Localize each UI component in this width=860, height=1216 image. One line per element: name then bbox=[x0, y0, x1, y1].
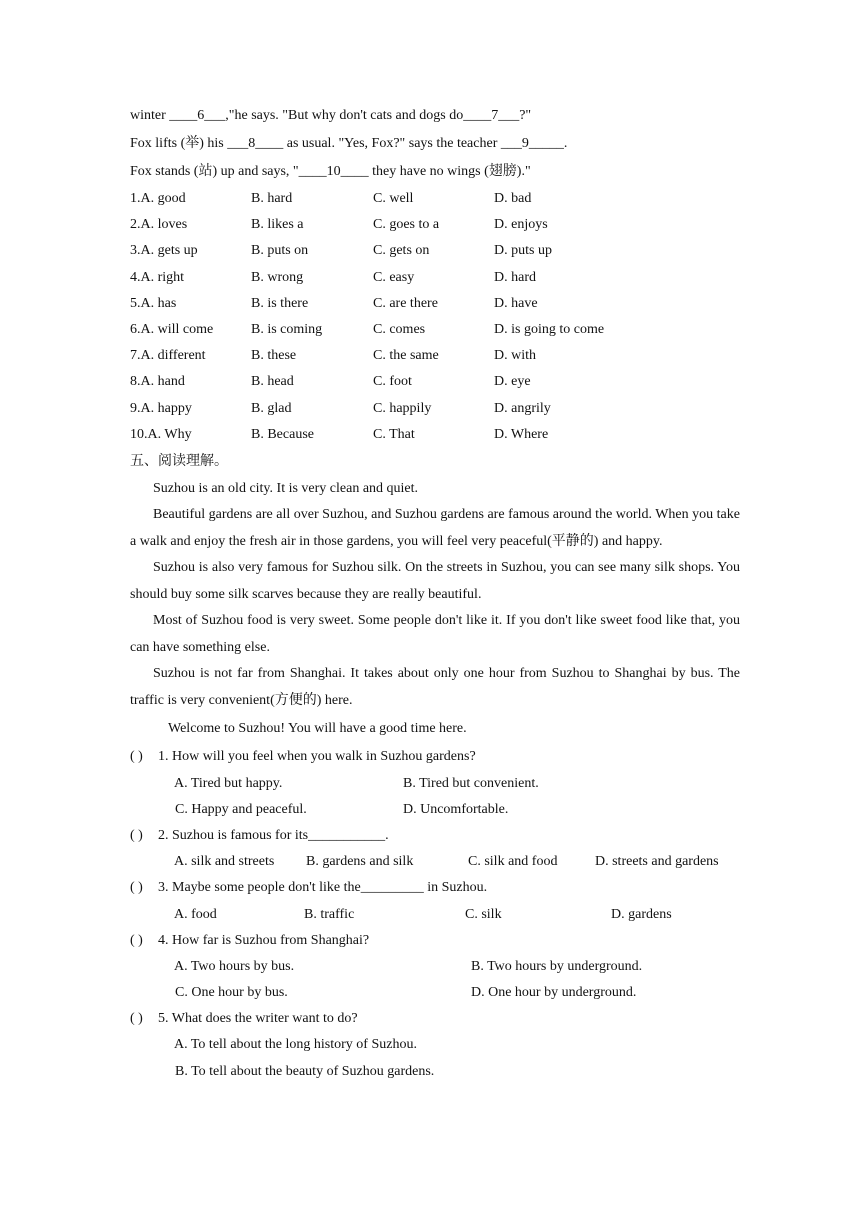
option-c: C. happily bbox=[373, 400, 432, 416]
option-a: 2.A. loves bbox=[130, 217, 188, 233]
cloze-option-row bbox=[130, 265, 740, 291]
option-c: C. foot bbox=[373, 374, 412, 390]
option-c: C. That bbox=[373, 426, 415, 442]
option-a: 3.A. gets up bbox=[130, 243, 198, 259]
option-b: B. gardens and silk bbox=[306, 854, 414, 870]
answer-blank[interactable]: ( ) bbox=[130, 1011, 143, 1027]
question-options bbox=[130, 771, 740, 797]
option-d: D. eye bbox=[494, 374, 531, 390]
option-a: 5.A. has bbox=[130, 295, 177, 311]
option-b: B. is there bbox=[251, 295, 309, 311]
option-b: B. traffic bbox=[304, 906, 355, 922]
option-a: 9.A. happy bbox=[130, 400, 192, 416]
option-d: D. enjoys bbox=[494, 217, 548, 233]
cloze-option-row bbox=[130, 369, 740, 395]
option-d: D. have bbox=[494, 295, 538, 311]
option-d: D. bad bbox=[494, 191, 532, 206]
question-text: 3. Maybe some people don't like the_________ in Suzhou. bbox=[158, 880, 488, 896]
cloze-option-row bbox=[130, 317, 740, 343]
option-d: D. gardens bbox=[611, 906, 672, 922]
question-text: 1. How will you feel when you walk in Suzhou gardens? bbox=[158, 749, 476, 765]
option-c: C. goes to a bbox=[373, 217, 440, 233]
question-1 bbox=[130, 744, 740, 770]
question-options bbox=[130, 849, 740, 875]
option-a: 7.A. different bbox=[130, 348, 206, 364]
question-2 bbox=[130, 823, 740, 849]
cloze-option-row bbox=[130, 238, 740, 264]
answer-blank[interactable]: ( ) bbox=[130, 749, 143, 765]
question-4 bbox=[130, 928, 740, 954]
option-b: B. is coming bbox=[251, 321, 323, 337]
cloze-option-row bbox=[130, 212, 740, 238]
question-options bbox=[130, 1032, 740, 1058]
option-d: D. Uncomfortable. bbox=[403, 801, 509, 817]
cloze-line-1: winter ____6___,"he says. "But why don't cats and dogs do____7___?" bbox=[130, 108, 532, 123]
reading-paragraph: Suzhou is also very famous for Suzhou silk. On the streets in Suzhou, you can see many silk shops. You should buy some silk scarves because they are really beautiful. bbox=[130, 560, 740, 602]
option-c: C. the same bbox=[373, 348, 439, 364]
option-b: B. wrong bbox=[251, 269, 304, 285]
option-d: D. puts up bbox=[494, 243, 552, 259]
option-d: D. with bbox=[494, 348, 536, 364]
reading-paragraph: Most of Suzhou food is very sweet. Some people don't like it. If you don't like sweet food like that, you can have something else. bbox=[130, 613, 740, 655]
cloze-option-row bbox=[130, 396, 740, 422]
option-a: A. Two hours by bus. bbox=[174, 958, 295, 974]
option-b: B. Tired but convenient. bbox=[403, 775, 539, 791]
question-5 bbox=[130, 1006, 740, 1032]
option-b: B. head bbox=[251, 374, 294, 390]
option-b: B. Because bbox=[251, 426, 314, 442]
option-c: C. silk bbox=[465, 906, 502, 922]
reading-paragraph: Suzhou is an old city. It is very clean and quiet. bbox=[153, 480, 419, 496]
option-a: 4.A. right bbox=[130, 269, 185, 285]
option-c: C. easy bbox=[373, 269, 415, 285]
option-b: B. Two hours by underground. bbox=[471, 958, 643, 974]
cloze-option-row bbox=[130, 343, 740, 369]
option-a: 8.A. hand bbox=[130, 374, 185, 390]
option-a: A. food bbox=[174, 906, 217, 922]
question-options bbox=[130, 954, 740, 980]
answer-blank[interactable]: ( ) bbox=[130, 827, 143, 843]
question-text: 5. What does the writer want to do? bbox=[158, 1011, 358, 1027]
option-c: C. silk and food bbox=[468, 854, 558, 870]
option-b: B. glad bbox=[251, 400, 292, 416]
option-d: D. hard bbox=[494, 269, 536, 285]
option-c: C. One hour by bus. bbox=[175, 985, 288, 1001]
option-d: D. is going to come bbox=[494, 321, 605, 337]
option-a: A. To tell about the long history of Suzhou. bbox=[174, 1037, 417, 1053]
cloze-option-row bbox=[130, 186, 740, 212]
option-d: D. angrily bbox=[494, 400, 551, 416]
welcome-line: Welcome to Suzhou! You will have a good time here. bbox=[168, 721, 467, 737]
option-a: 1.A. good bbox=[130, 191, 186, 206]
option-d: D. streets and gardens bbox=[595, 854, 719, 870]
question-text: 4. How far is Suzhou from Shanghai? bbox=[158, 932, 370, 948]
cloze-option-row bbox=[130, 291, 740, 317]
document-page bbox=[130, 102, 740, 1085]
question-options bbox=[130, 797, 740, 823]
answer-blank[interactable]: ( ) bbox=[130, 932, 143, 948]
answer-blank[interactable]: ( ) bbox=[130, 880, 143, 896]
cloze-option-row bbox=[130, 422, 740, 448]
option-b: B. To tell about the beauty of Suzhou gardens. bbox=[175, 1063, 435, 1079]
option-c: C. well bbox=[373, 191, 414, 206]
option-d: D. One hour by underground. bbox=[471, 985, 637, 1001]
option-a: A. silk and streets bbox=[174, 854, 275, 870]
question-options bbox=[130, 980, 740, 1006]
cloze-options-table bbox=[130, 186, 740, 448]
option-c: C. are there bbox=[373, 295, 438, 311]
cloze-line-2: Fox lifts (举) his ___8____ as usual. "Yes, Fox?" says the teacher ___9_____. bbox=[130, 136, 568, 151]
option-c: C. gets on bbox=[373, 243, 430, 259]
option-b: B. these bbox=[251, 348, 297, 364]
option-c: C. Happy and peaceful. bbox=[175, 801, 307, 817]
question-text: 2. Suzhou is famous for its___________. bbox=[158, 827, 389, 843]
question-3 bbox=[130, 875, 740, 901]
option-b: B. puts on bbox=[251, 243, 309, 259]
section-title: 五、阅读理解。 bbox=[130, 453, 228, 469]
cloze-line-3: Fox stands (站) up and says, "____10____ they have no wings (翅膀)." bbox=[130, 164, 531, 179]
option-a: 6.A. will come bbox=[130, 321, 214, 337]
question-options bbox=[130, 1059, 740, 1085]
option-b: B. likes a bbox=[251, 217, 304, 233]
option-a: 10.A. Why bbox=[130, 426, 192, 442]
option-d: D. Where bbox=[494, 426, 549, 442]
question-options bbox=[130, 902, 740, 928]
option-a: A. Tired but happy. bbox=[174, 775, 283, 791]
option-c: C. comes bbox=[373, 321, 426, 337]
option-b: B. hard bbox=[251, 191, 293, 206]
reading-paragraph: Beautiful gardens are all over Suzhou, and Suzhou gardens are famous around the world. When you take a walk and enjoy the fresh air in those gardens, you will feel very peaceful(平静的) and happy. bbox=[130, 507, 740, 549]
reading-paragraph: Suzhou is not far from Shanghai. It takes about only one hour from Suzhou to Shanghai by bus. The traffic is very convenient(方便的) here. bbox=[130, 666, 740, 708]
